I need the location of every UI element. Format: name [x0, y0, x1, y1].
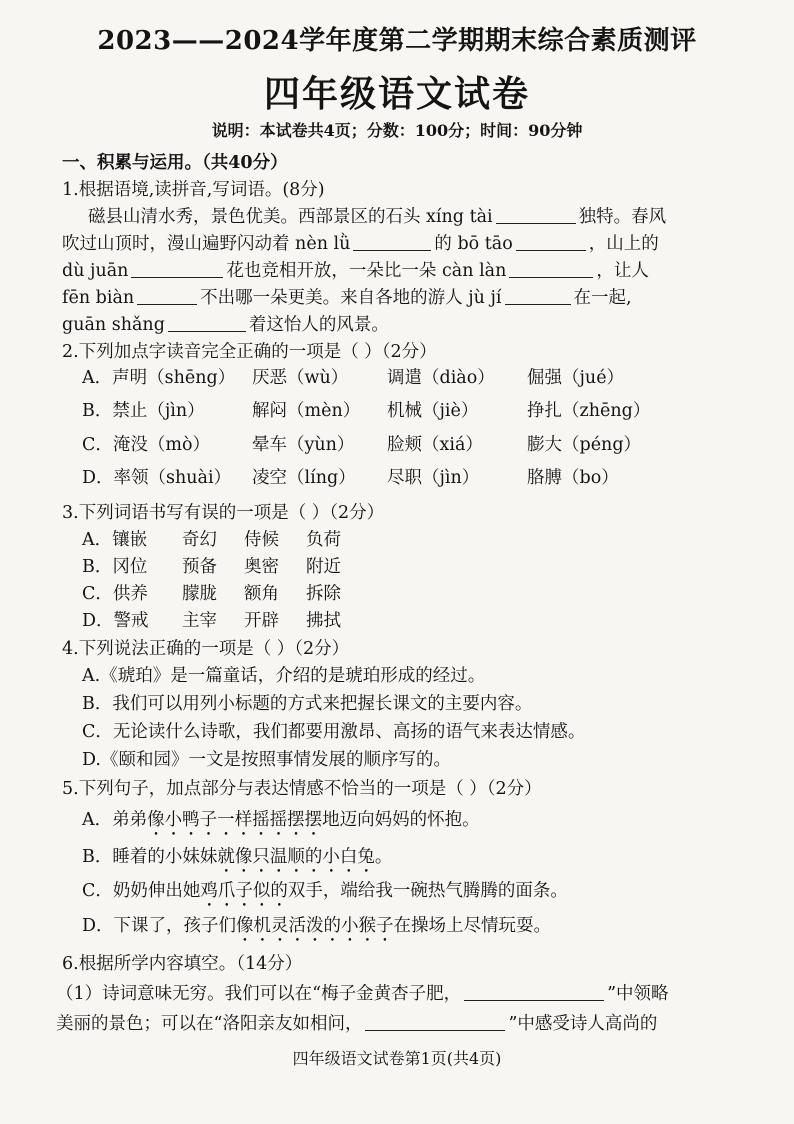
answer-blank[interactable]	[496, 205, 576, 224]
exam-subtitle: 四年级语文试卷	[263, 73, 530, 115]
answer-blank[interactable]	[365, 1012, 505, 1031]
answer-blank[interactable]	[509, 259, 593, 278]
answer-blank[interactable]	[516, 232, 586, 251]
exam-title: 2023——2024学年度第二学期期末综合素质测评	[97, 26, 697, 56]
q4-option-a: A.《琥珀》是一篇童话，介绍的是琥珀形成的经过。	[82, 666, 486, 686]
q1-line-4: fēn biàn 不出哪一朵更美。来自各地的游人 jù jí 在一起,	[62, 288, 632, 308]
q3-option-a: A．镶嵌 奇幻 侍候 负荷	[82, 530, 341, 550]
q2-option-d: D．率领（shuài） 凌空（líng） 尽职（jìn） 胳膊（bo）	[82, 468, 619, 488]
q4-option-b: B．我们可以用列小标题的方式来把握长课文的主要内容。	[82, 694, 533, 714]
answer-blank[interactable]	[131, 259, 223, 278]
q6-line-2: 美丽的景色；可以在“洛阳亲友如相问， ”中感受诗人高尚的	[56, 1014, 658, 1034]
q5-title: 5.下列句子，加点部分与表达情感不恰当的一项是（ ）（2分）	[62, 779, 542, 799]
answer-blank[interactable]	[137, 286, 197, 305]
answer-blank[interactable]	[353, 232, 431, 251]
q3-title: 3.下列词语书写有误的一项是（ ）（2分）	[62, 503, 385, 523]
q1-line-1: 磁县山清水秀，景色优美。西部景区的石头 xíng tài 独特。春风	[88, 207, 667, 227]
section-heading: 一、积累与运用。（共40分）	[62, 153, 288, 173]
q2-option-b: B．禁止（jìn） 解闷（mèn） 机械（jiè） 挣扎（zhēng）	[82, 401, 651, 421]
q2-option-c: C．淹没（mò） 晕车（yùn） 脸颊（xiá） 膨大（péng）	[82, 435, 642, 455]
exam-note: 说明：本试卷共4页；分数：100分；时间：90分钟	[211, 121, 583, 140]
q4-title: 4.下列说法正确的一项是（ ）（2分）	[62, 639, 350, 659]
answer-blank[interactable]	[464, 982, 604, 1001]
q2-option-a: A．声明（shēng） 厌恶（wù） 调遣（diào） 倔强（jué）	[82, 368, 625, 388]
q1-line-3: dù juān 花也竞相开放，一朵比一朵 càn làn ，让人	[62, 261, 649, 281]
q3-option-b: B．冈位 预备 奥密 附近	[82, 557, 341, 577]
q3-option-c: C．供养 朦胧 额角 拆除	[82, 584, 341, 604]
q1-line-5: guān shǎng 着这怡人的风景。	[62, 315, 389, 335]
q5-option-c: C．奶奶伸出她鸡爪子似的双手，端给我一碗热气腾腾的面条。	[82, 881, 568, 901]
q5-option-b: B．睡着的小妹妹就像只温顺的小白兔。	[82, 847, 393, 867]
q3-option-d: D．警戒 主宰 开辟 拂拭	[82, 611, 341, 631]
q5-option-d: D．下课了，孩子们像机灵活泼的小猴子在操场上尽情玩耍。	[82, 916, 552, 936]
q2-title: 2.下列加点字读音完全正确的一项是（ ）（2分）	[62, 342, 437, 362]
q4-option-d: D.《颐和园》一文是按照事情发展的顺序写的。	[82, 750, 451, 770]
q6-line-1: （1）诗词意味无穷。我们可以在“梅子金黄杏子肥， ”中领略	[56, 984, 669, 1004]
q4-option-c: C．无论读什么诗歌，我们都要用激昂、高扬的语气来表达情感。	[82, 722, 586, 742]
answer-blank[interactable]	[168, 313, 246, 332]
q6-title: 6.根据所学内容填空。（14分）	[62, 954, 303, 974]
answer-blank[interactable]	[505, 286, 571, 305]
page-footer: 四年级语文试卷第1页(共4页)	[292, 1049, 502, 1068]
q5-option-a: A．弟弟像小鸭子一样摇摇摆摆地迈向妈妈的怀抱。	[82, 810, 480, 830]
q1-title: 1.根据语境,读拼音,写词语。(8分)	[62, 180, 325, 200]
q1-line-2: 吹过山顶时，漫山遍野闪动着 nèn lǜ 的 bō tāo ，山上的	[62, 234, 659, 254]
